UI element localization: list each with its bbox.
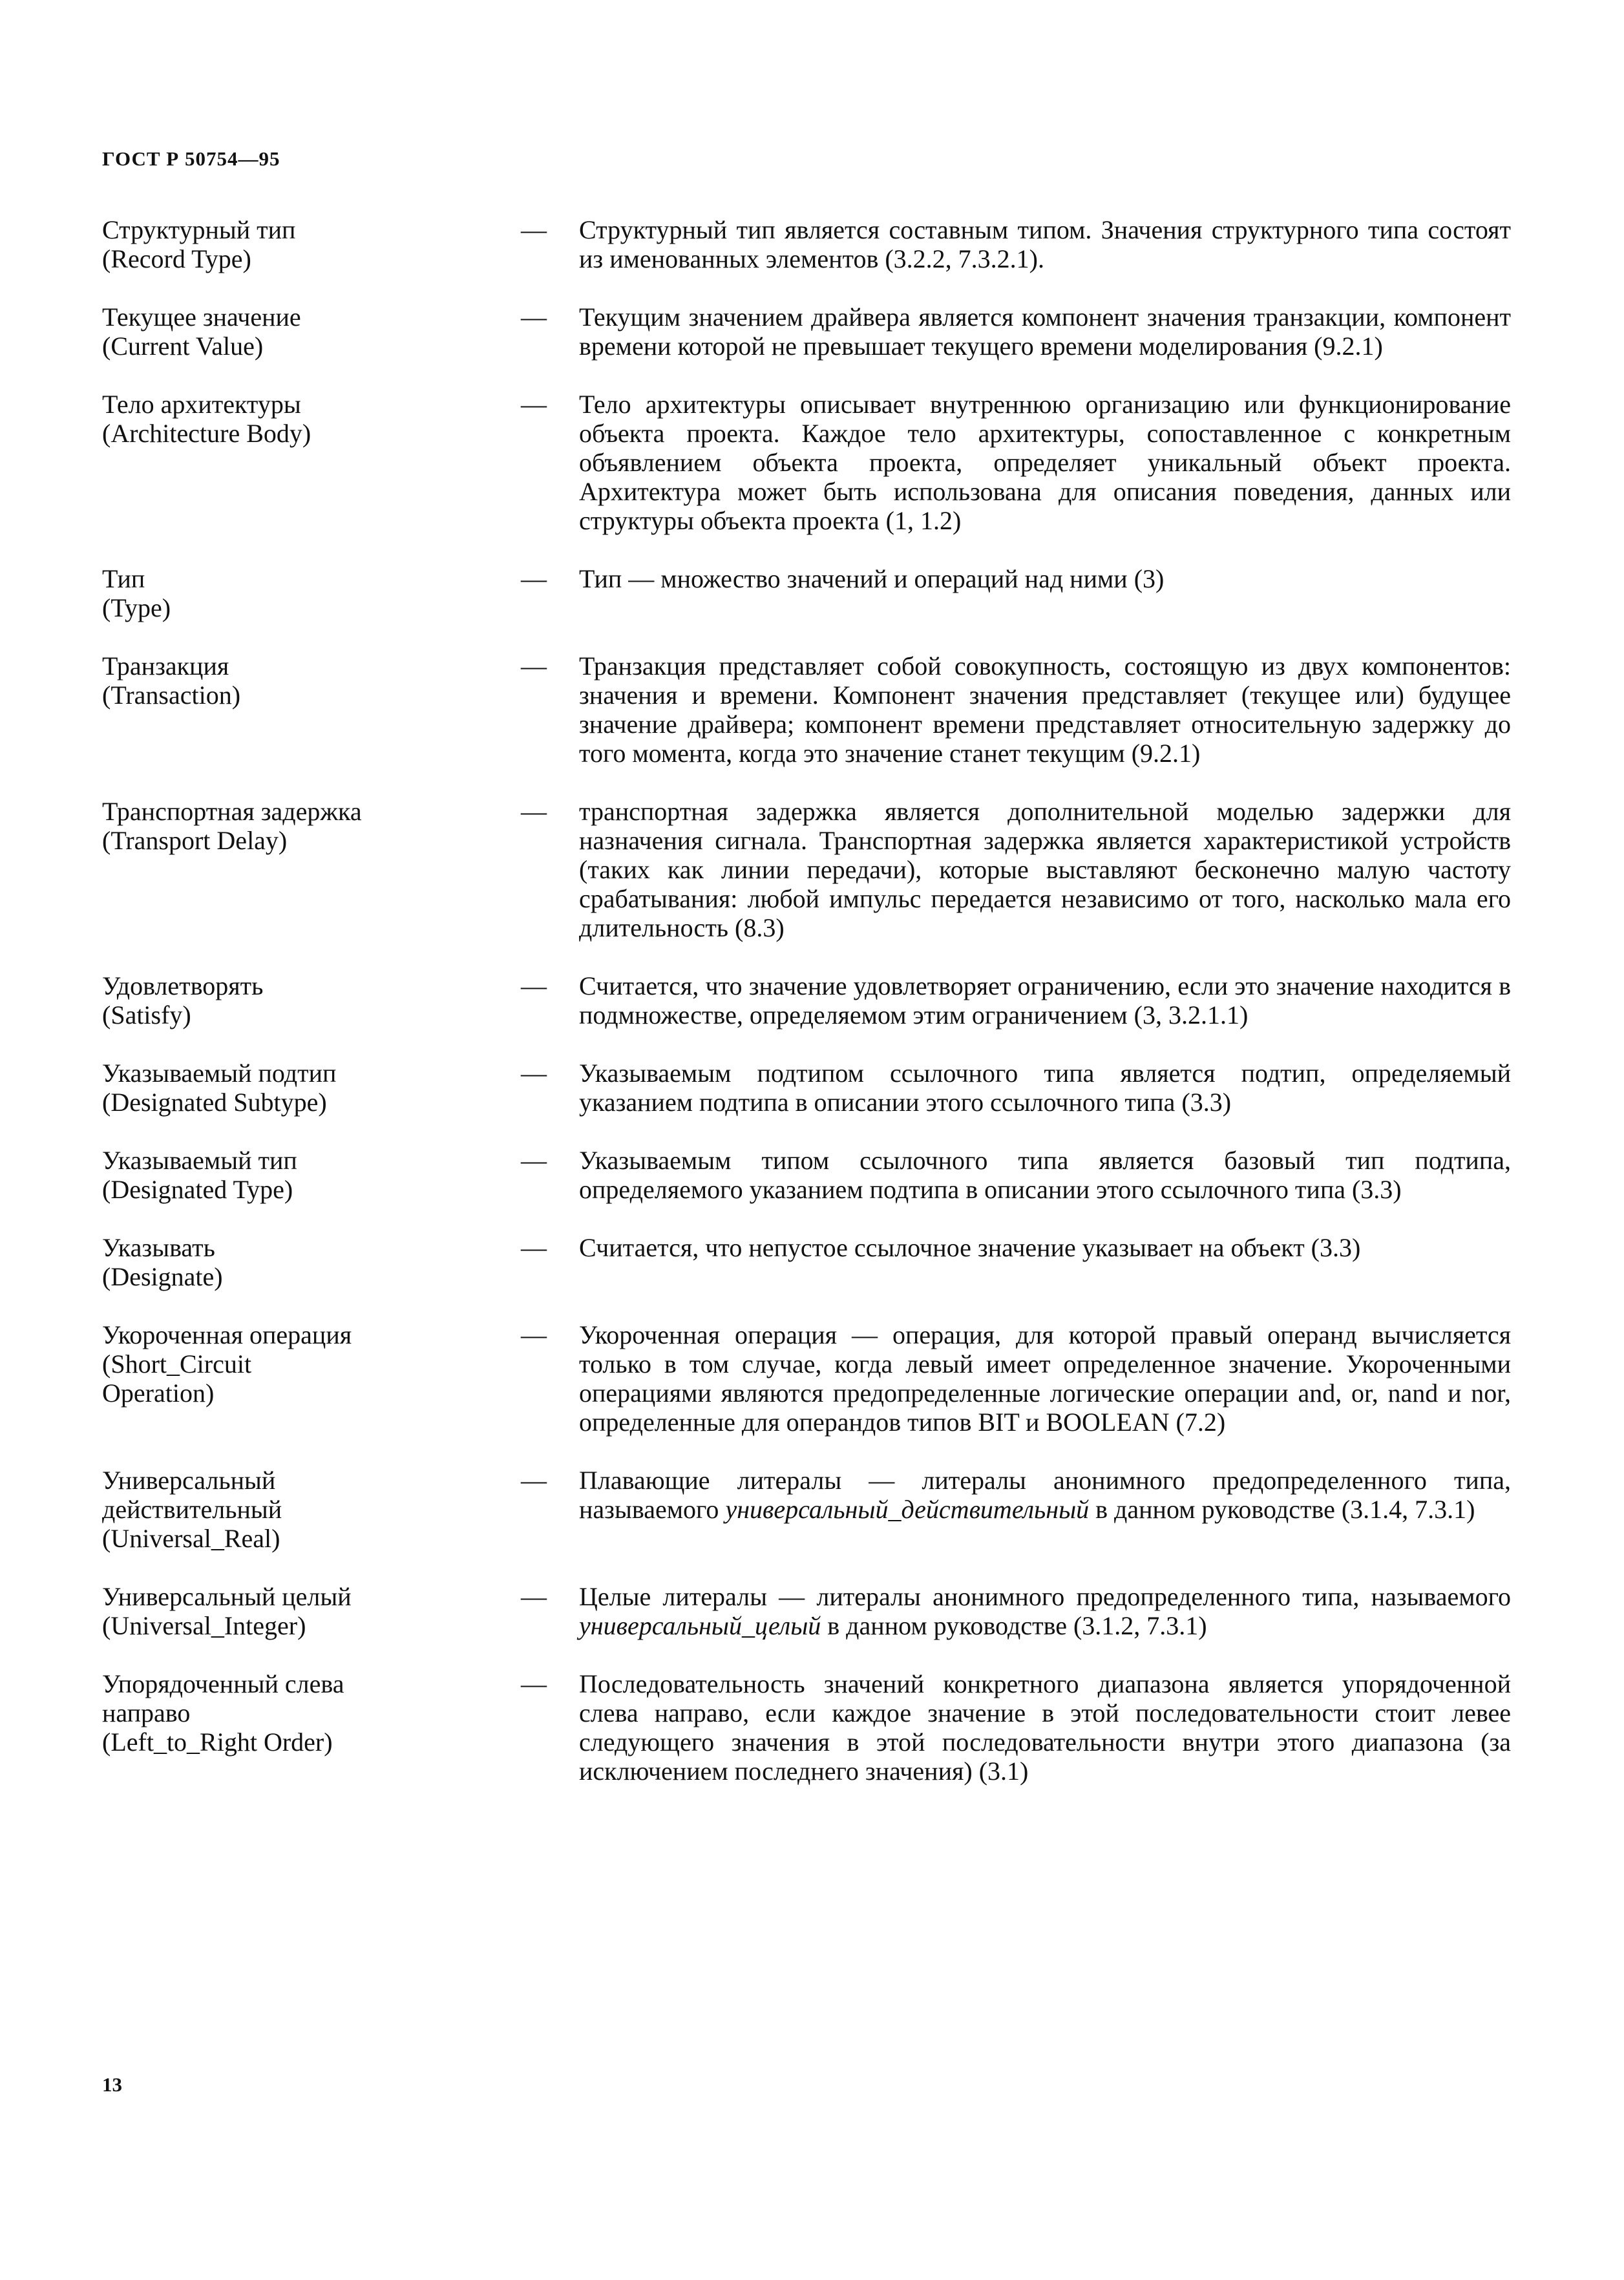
definition xyxy=(579,1582,1511,1640)
definition-text: Плавающие литералы — литералы анонимного предопределенного типа, называемого xyxy=(579,1466,1511,1524)
term xyxy=(102,1582,516,1640)
term-en: (Left_to_Right Order) xyxy=(102,1727,333,1757)
term-ru: Структурный тип xyxy=(102,215,296,244)
term-en: (Transport Delay) xyxy=(102,826,288,855)
glossary-entry xyxy=(102,564,1511,622)
term xyxy=(102,1466,516,1553)
term xyxy=(102,302,516,361)
term-en: (Universal_Real) xyxy=(102,1524,280,1553)
dash: — xyxy=(521,797,547,826)
term-en: (Record Type) xyxy=(102,244,251,273)
term-ru: Тип xyxy=(102,564,145,593)
term xyxy=(102,651,516,710)
term-ru: Универсальный целый xyxy=(102,1582,352,1611)
definition: Укороченная операция — операция, для которой правый операнд вычисляется только в том случае, когда левый имеет определенное значение. Укороченными операциями являются предопределенные логические операции and, or, nand и nor, определенные для операндов типов BIT и BOOLEAN (7.2) xyxy=(579,1320,1511,1437)
dash: — xyxy=(521,651,547,681)
definition: Транзакция представляет собой совокупность, состоящую из двух компонентов: значения и времени. Компонент значения представляет (текущее или) будущее значение драйвера; компонент времени представляет относительную задержку до того момента, когда это значение станет текущим (9.2.1) xyxy=(579,651,1511,768)
term-ru: Удовлетворять xyxy=(102,971,264,1000)
term xyxy=(102,1059,516,1117)
term-en: (Transaction) xyxy=(102,681,241,710)
term xyxy=(102,215,516,273)
dash: — xyxy=(521,1582,547,1611)
dash: — xyxy=(521,390,547,419)
term-en: (Satisfy) xyxy=(102,1000,191,1029)
definition-emphasis: универсальный_действительный xyxy=(725,1495,1090,1524)
term-en: (Architecture Body) xyxy=(102,419,311,448)
dash: — xyxy=(521,215,547,244)
dash: — xyxy=(521,1669,547,1698)
term-en: (Designated Type) xyxy=(102,1175,293,1204)
definition: транспортная задержка является дополнительной моделью задержки для назначения сигнала. Транспортная задержка является характеристикой устройств (таких как линии передачи), которые выставляют бесконечно малую частоту срабатывания: любой импульс передается независимо от того, насколько мала его длительность (8.3) xyxy=(579,797,1511,942)
term-ru: Указывать xyxy=(102,1233,215,1262)
term-ru: Транспортная задержка xyxy=(102,797,362,826)
definition-text: в данном руководстве (3.1.4, 7.3.1) xyxy=(1089,1495,1475,1524)
dash: — xyxy=(521,564,547,593)
dash: — xyxy=(521,1146,547,1175)
glossary-entry xyxy=(102,651,1511,768)
term xyxy=(102,1233,516,1291)
term-en: (Short_Circuit xyxy=(102,1349,252,1378)
definition: Считается, что непустое ссылочное значение указывает на объект (3.3) xyxy=(579,1233,1361,1262)
term-en: (Designate) xyxy=(102,1262,223,1291)
definition: Тип — множество значений и операций над ними (3) xyxy=(579,564,1165,593)
glossary-entry xyxy=(102,1146,1511,1204)
term xyxy=(102,390,516,448)
definition-text: в данном руководстве (3.1.2, 7.3.1) xyxy=(821,1611,1207,1640)
dash: — xyxy=(521,1466,547,1495)
term-en: (Designated Subtype) xyxy=(102,1088,327,1117)
term xyxy=(102,1320,516,1408)
definition xyxy=(579,1466,1511,1524)
dash: — xyxy=(521,302,547,332)
term-en-cont: Operation) xyxy=(102,1378,215,1408)
glossary-entry xyxy=(102,797,1511,942)
glossary-entry xyxy=(102,215,1511,273)
definition: Тело архитектуры описывает внутреннюю организацию или функционирование объекта проекта. Каждое тело архитектуры, сопоставленное с конкретным объявлением объекта проекта, определяет уникальный объект проекта. Архитектура может быть использована для описания поведения, данных или структуры объекта проекта (1, 1.2) xyxy=(579,390,1511,535)
page-number: 13 xyxy=(102,2073,122,2096)
glossary-entry xyxy=(102,1233,1511,1291)
definition: Указываемым типом ссылочного типа является базовый тип подтипа, определяемого указанием подтипа в описании этого ссылочного типа (3.3) xyxy=(579,1146,1511,1204)
term-ru: Транзакция xyxy=(102,651,229,681)
definition: Текущим значением драйвера является компонент значения транзакции, компонент времени которой не превышает текущего времени моделирования (9.2.1) xyxy=(579,302,1511,361)
dash: — xyxy=(521,1320,547,1349)
glossary-entry xyxy=(102,971,1511,1029)
definition: Считается, что значение удовлетворяет ограничению, если это значение находится в подмножестве, определяемом этим ограничением (3, 3.2.1.1) xyxy=(579,971,1511,1029)
definition-text: Целые литералы — литералы анонимного предопределенного типа, называемого xyxy=(579,1582,1511,1611)
term-ru: Упорядоченный слева xyxy=(102,1669,344,1698)
term-ru: Указываемый подтип xyxy=(102,1059,337,1088)
glossary-entry xyxy=(102,390,1511,535)
term xyxy=(102,1146,516,1204)
term-ru: Укороченная операция xyxy=(102,1320,352,1349)
glossary-entry xyxy=(102,1582,1511,1640)
dash: — xyxy=(521,971,547,1000)
term-ru: Универсальный xyxy=(102,1466,276,1495)
term xyxy=(102,564,516,622)
term-ru: Указываемый тип xyxy=(102,1146,297,1175)
term-en: (Universal_Integer) xyxy=(102,1611,306,1640)
term xyxy=(102,971,516,1029)
term-en: (Type) xyxy=(102,593,171,622)
glossary-entry xyxy=(102,1466,1511,1553)
definition: Указываемым подтипом ссылочного типа является подтип, определяемый указанием подтипа в описании этого ссылочного типа (3.3) xyxy=(579,1059,1511,1117)
definition: Последовательность значений конкретного диапазона является упорядоченной слева направо, если каждое значение в этой последовательности стоит левее следующего значения в этой последовательности внутри этого диапазона (за исключением последнего значения) (3.1) xyxy=(579,1669,1511,1786)
glossary-entry xyxy=(102,302,1511,361)
definition: Структурный тип является составным типом. Значения структурного типа состоят из именованных элементов (3.2.2, 7.3.2.1). xyxy=(579,215,1511,273)
term-ru-cont: направо xyxy=(102,1698,191,1727)
term-en: (Current Value) xyxy=(102,332,264,361)
glossary-entry xyxy=(102,1320,1511,1437)
term-ru-cont: действительный xyxy=(102,1495,282,1524)
term-ru: Тело архитектуры xyxy=(102,390,301,419)
term xyxy=(102,797,516,855)
glossary-entry xyxy=(102,1669,1511,1786)
glossary-entries xyxy=(102,215,1511,1786)
document-code-header: ГОСТ Р 50754—95 xyxy=(102,147,280,170)
definition-emphasis: универсальный_целый xyxy=(579,1611,821,1640)
term-ru: Текущее значение xyxy=(102,302,301,332)
glossary-entry xyxy=(102,1059,1511,1117)
term xyxy=(102,1669,516,1757)
dash: — xyxy=(521,1233,547,1262)
dash: — xyxy=(521,1059,547,1088)
